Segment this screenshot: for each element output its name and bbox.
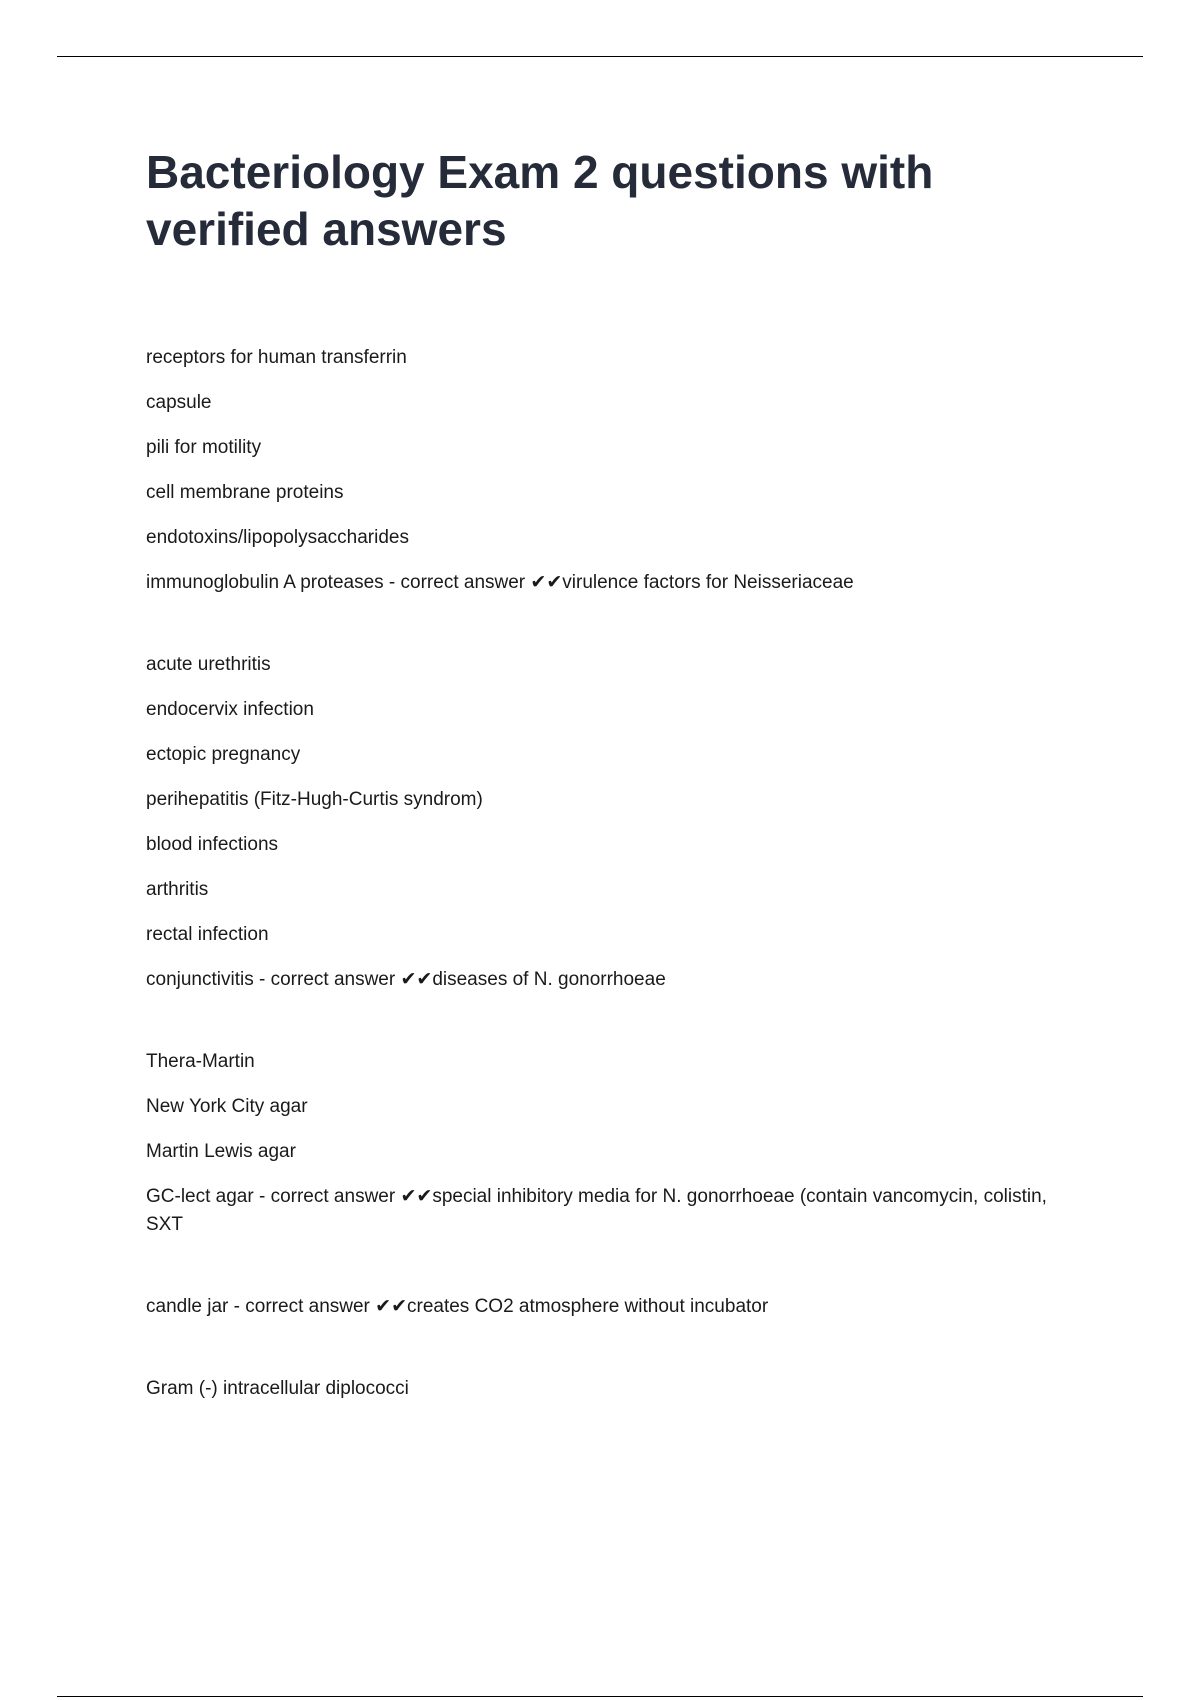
list-item: cell membrane proteins (146, 482, 344, 503)
answer-text: diseases of N. gonorrhoeae (432, 969, 666, 990)
list-item: ectopic pregnancy (146, 744, 301, 765)
list-item: perihepatitis (Fitz-Hugh-Curtis syndrom) (146, 789, 483, 810)
list-item: arthritis (146, 879, 209, 900)
answer-prefix: - correct answer (253, 1186, 401, 1207)
answer-text: creates CO2 atmosphere without incubator (407, 1296, 769, 1317)
list-item: acute urethritis (146, 654, 271, 675)
list-item: receptors for human transferrin (146, 347, 407, 368)
list-item: endocervix infection (146, 699, 314, 720)
question-list (146, 344, 1066, 1457)
answer-line (146, 1183, 1066, 1239)
top-divider (57, 56, 1143, 57)
question-text: candle jar (146, 1296, 229, 1317)
page-title: Bacteriology Exam 2 questions with verified answers (146, 146, 934, 255)
question-group (146, 1293, 1066, 1321)
answer-line (146, 966, 1066, 994)
question-text: immunoglobulin A proteases (146, 572, 384, 593)
list-item: pili for motility (146, 437, 262, 458)
answer-text: special inhibitory media for N. gonorrhoeae (contain vancomycin, colistin, SXT (146, 1186, 1047, 1235)
list-item: Thera-Martin (146, 1051, 255, 1072)
list-item: New York City agar (146, 1096, 308, 1117)
list-item: Martin Lewis agar (146, 1141, 296, 1162)
list-item: Gram (-) intracellular diplococci (146, 1378, 409, 1399)
question-text: GC-lect agar (146, 1186, 254, 1207)
list-item: blood infections (146, 834, 279, 855)
question-text: conjunctivitis (146, 969, 254, 990)
list-item: rectal infection (146, 924, 269, 945)
double-check-icon: ✔✔ (375, 1296, 407, 1317)
answer-prefix: - correct answer (253, 969, 401, 990)
list-item: capsule (146, 392, 212, 413)
question-group (146, 344, 1066, 597)
question-group (146, 1375, 1066, 1403)
question-group (146, 1048, 1066, 1239)
question-group (146, 651, 1066, 994)
double-check-icon: ✔✔ (400, 1186, 433, 1207)
answer-prefix: - correct answer (383, 572, 531, 593)
answer-line (146, 1293, 1066, 1321)
double-check-icon: ✔✔ (530, 572, 563, 593)
double-check-icon: ✔✔ (400, 969, 433, 990)
bottom-divider (57, 1696, 1143, 1697)
list-item: endotoxins/lipopolysaccharides (146, 527, 409, 548)
answer-prefix: - correct answer (228, 1296, 376, 1317)
answer-text: virulence factors for Neisseriaceae (562, 572, 854, 593)
answer-line (146, 569, 1066, 597)
